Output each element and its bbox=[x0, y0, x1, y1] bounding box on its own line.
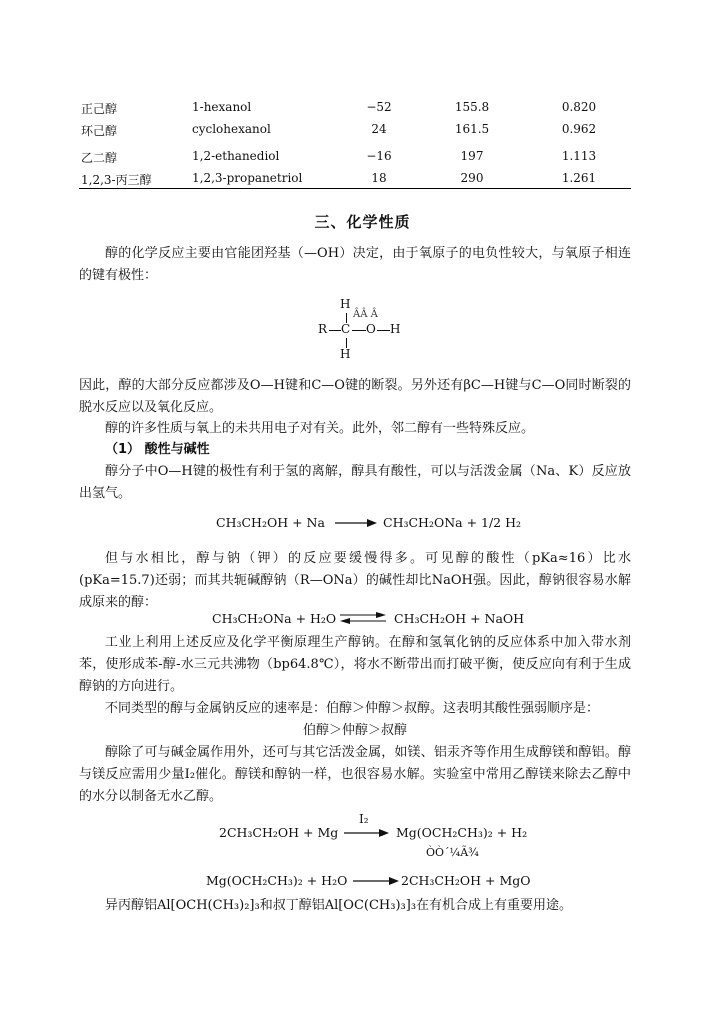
cell-zh: 正己醇 bbox=[81, 102, 118, 116]
equation-left: 2CH₃CH₂OH + Mg bbox=[219, 825, 339, 840]
cell-zh: 1,2,3-丙三醇 bbox=[81, 173, 152, 187]
section-title: 三、化学性质 bbox=[314, 213, 411, 231]
table-row bbox=[79, 100, 631, 118]
garbled-text: ÂÂ Â bbox=[353, 309, 378, 320]
table-row bbox=[79, 149, 631, 167]
cell-bp: 290 bbox=[460, 171, 484, 185]
equation-left: CH₃CH₂ONa + H₂O bbox=[212, 611, 337, 626]
table-bottom-rule bbox=[79, 188, 631, 189]
cell-density: 0.962 bbox=[561, 122, 597, 136]
paragraph: 醇除了可与碱金属作用外，还可与其它活泼金属，如镁、铝汞齐等作用生成醇镁和醇铝。醇与镁反应需用少量I₂催化。醇镁和醇钠一样，也很容易水解。实验室中常用乙醇镁来除去乙醇中的水分以制备无水乙醇。 bbox=[79, 745, 631, 804]
cell-mp: 18 bbox=[371, 171, 387, 185]
cell-bp: 197 bbox=[460, 149, 484, 163]
paragraph: 醇的化学反应主要由官能团羟基（—OH）决定，由于氧原子的电负性较大，与氧原子相连的键有极性： bbox=[79, 246, 631, 283]
paragraph: 因此，醇的大部分反应都涉及O—H键和C—O键的断裂。另外还有βC—H键与C—O同时断裂的脱水反应以及氧化反应。 bbox=[79, 378, 631, 415]
cell-density: 1.261 bbox=[561, 171, 597, 185]
subsection-title: （1） 酸性与碱性 bbox=[105, 442, 210, 457]
cell-en: 1,2,3-propanetriol bbox=[192, 171, 303, 185]
equation-right: Mg(OCH₂CH₃)₂ + H₂ bbox=[396, 825, 528, 840]
paragraph: 不同类型的醇与金属钠反应的速率是：伯醇＞仲醇＞叔醇。这表明其酸性强弱顺序是： bbox=[105, 701, 600, 716]
equilibrium-arrow bbox=[340, 611, 386, 625]
reaction-arrow bbox=[335, 517, 377, 529]
paragraph: 醇的许多性质与氧上的未共用电子对有关。此外，邻二醇有一些特殊反应。 bbox=[105, 421, 535, 436]
cell-mp: −52 bbox=[366, 100, 392, 114]
paragraph: 工业上利用上述反应及化学平衡原理生产醇钠。在醇和氢氧化钠的反应体系中加入带水剂苯，使形成苯-醇-水三元共沸物（bp64.8℃），将水不断带出而打破平衡，使反应向有利于生成醇钠的方向进行。 bbox=[79, 635, 631, 694]
catalyst-label: I₂ bbox=[359, 812, 369, 826]
acidity-order: 伯醇＞仲醇＞叔醇 bbox=[302, 723, 407, 738]
paragraph: 醇分子中O—H键的极性有利于氢的离解，醇具有酸性，可以与活泼金属（Na、K）反应放出氢气。 bbox=[79, 464, 631, 501]
h-top: H bbox=[340, 297, 351, 311]
table-row bbox=[79, 122, 631, 140]
cell-bp: 161.5 bbox=[454, 122, 490, 136]
h-right: H bbox=[390, 322, 401, 336]
cell-density: 0.820 bbox=[561, 100, 597, 114]
paragraph: 异丙醇铝Al[OCH(CH₃)₂]₃和叔丁醇铝Al[OC(CH₃)₃]₃在有机合成上有重要用途。 bbox=[105, 898, 573, 913]
equation-right: 2CH₃CH₂OH + MgO bbox=[401, 873, 531, 888]
cell-density: 1.113 bbox=[561, 149, 597, 163]
bond-line bbox=[377, 330, 390, 331]
cell-bp: 155.8 bbox=[454, 100, 490, 114]
equation-right: CH₃CH₂OH + NaOH bbox=[394, 611, 525, 626]
equation-left: CH₃CH₂OH + Na bbox=[216, 515, 325, 530]
c-atom: C bbox=[341, 322, 351, 336]
cell-zh: 乙二醇 bbox=[81, 151, 118, 165]
reaction-arrow bbox=[344, 827, 389, 839]
cell-mp: −16 bbox=[366, 149, 392, 163]
garbled-text: ÒÒ´¼Ã¾ bbox=[426, 846, 479, 859]
cell-en: cyclohexanol bbox=[192, 122, 271, 136]
cell-zh: 环己醇 bbox=[81, 124, 118, 138]
equation-right: CH₃CH₂ONa + 1/2 H₂ bbox=[383, 515, 522, 530]
bond-line bbox=[352, 330, 366, 331]
table-row bbox=[79, 171, 631, 189]
bond-line bbox=[329, 330, 341, 331]
o-atom: O bbox=[366, 322, 376, 336]
reaction-arrow bbox=[353, 875, 399, 887]
r-atom: R bbox=[318, 322, 328, 336]
cell-en: 1,2-ethanediol bbox=[192, 149, 280, 163]
cell-en: 1-hexanol bbox=[192, 100, 252, 114]
cell-mp: 24 bbox=[371, 122, 387, 136]
equation-left: Mg(OCH₂CH₃)₂ + H₂O bbox=[206, 873, 348, 888]
h-bottom: H bbox=[340, 347, 351, 361]
paragraph: 但与水相比，醇与钠（钾）的反应要缓慢得多。可见醇的酸性（pKa≈16）比水(pKa=15.7)还弱；而其共轭碱醇钠（R—ONa）的碱性却比NaOH强。因此，醇钠很容易水解成原来的醇： bbox=[79, 551, 631, 610]
